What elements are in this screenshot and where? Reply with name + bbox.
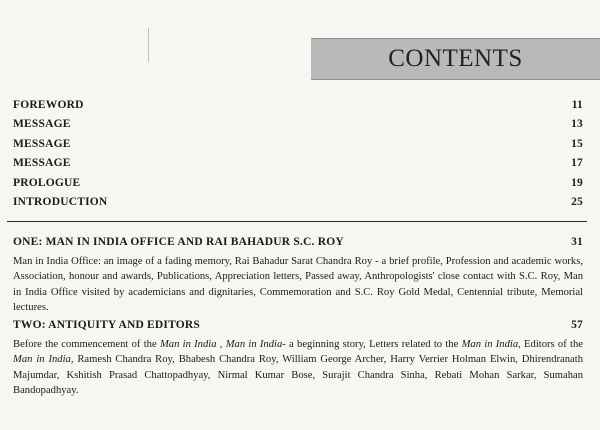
toc-entry-page: 25 [571, 195, 583, 208]
chapter-summary [13, 337, 583, 399]
toc-entry[interactable] [13, 99, 583, 118]
toc-entry[interactable] [13, 177, 583, 196]
journal-title: Man in India, [13, 354, 74, 366]
gutter-mark [148, 28, 149, 62]
chapter-title: TWO: ANTIQUITY AND EDITORS [13, 319, 201, 331]
toc-entry-label: MESSAGE [13, 137, 71, 150]
toc-entry[interactable] [13, 196, 583, 215]
toc-entry[interactable] [13, 157, 583, 176]
toc-entry-label: MESSAGE [13, 157, 71, 170]
summary-text: - a beginning story, Letters related to the [282, 339, 462, 350]
chapter-page: 31 [571, 236, 583, 248]
chapter-heading[interactable] [13, 319, 583, 331]
toc-entry[interactable] [13, 118, 583, 137]
toc-entry-page: 17 [571, 157, 583, 170]
summary-text: , Editors of the [518, 339, 583, 350]
toc-entry-label: FOREWORD [13, 99, 84, 111]
section-divider [7, 221, 587, 222]
contents-banner [311, 38, 600, 80]
chapter-two [13, 319, 583, 399]
toc-entry-label: INTRODUCTION [13, 195, 108, 208]
summary-text: Before the commencement of the [13, 339, 160, 350]
journal-title: Man in India [225, 339, 283, 350]
summary-text: Ramesh Chandra Roy, Bhabesh Chandra Roy, William George Archer, Harry Verrier Holman Elwin, Dhirendranath Majumdar, Kshitish Prasad Chattopadhyay, Nirmal Kumar Bose, Surajit Chandra Sinha, Rebati Mohan Sarkar, Sumahan Bandopadhyay. [13, 354, 583, 397]
toc-entry-page: 19 [571, 176, 583, 189]
toc-entry-page: 15 [571, 137, 583, 150]
chapter-heading[interactable] [13, 236, 583, 248]
toc-entry[interactable] [13, 138, 583, 157]
toc-entry-page: 11 [571, 99, 583, 111]
toc-entry-page: 13 [571, 118, 583, 131]
toc-entry-label: PROLOGUE [13, 176, 81, 189]
journal-title: Man in India [461, 339, 519, 350]
journal-title: Man in India [159, 339, 217, 350]
chapter-one [13, 236, 583, 316]
page-title: CONTENTS [388, 45, 523, 72]
chapter-summary: Man in India Office: an image of a fading memory, Rai Bahadur Sarat Chandra Roy - a brief profile, Profession and academic works, Association, honour and awards, Publications, Appreciation letters, Passed away, Anthropologists' close contact with S.C. Roy, Man in India Office visited by academicians and dignitaries, Commemoration and S.C. Roy Gold Medal, Centennial tribute, Memorial lectures. [13, 256, 583, 314]
chapter-title: ONE: MAN IN INDIA OFFICE AND RAI BAHADUR S.C. ROY [13, 236, 344, 248]
toc-front-matter [13, 99, 583, 215]
chapter-page: 57 [571, 319, 583, 331]
summary-text: , [216, 339, 226, 350]
toc-entry-label: MESSAGE [13, 118, 71, 131]
